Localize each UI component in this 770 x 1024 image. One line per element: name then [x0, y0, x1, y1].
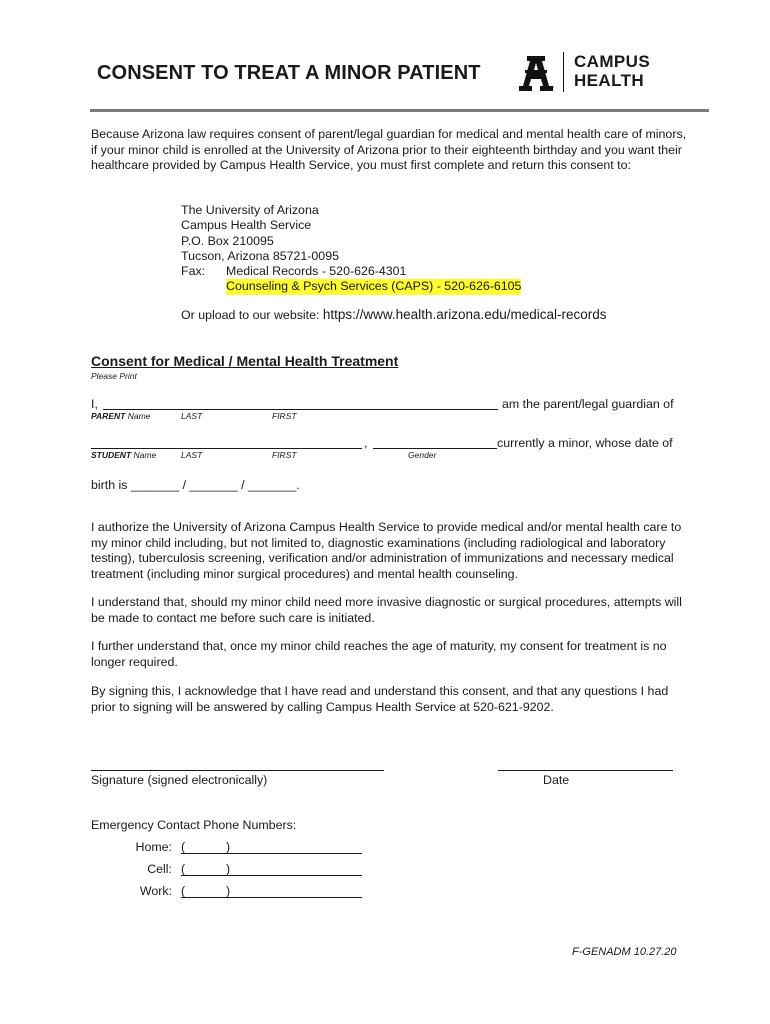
section-subtitle: Please Print	[91, 371, 137, 381]
fax-label: Fax:	[181, 264, 206, 279]
logo-divider	[563, 52, 564, 92]
parent-suffix: am the parent/legal guardian of	[502, 397, 674, 411]
home-phone-field[interactable]	[181, 853, 362, 854]
work-paren-open: (	[181, 884, 186, 898]
upload-text: Or upload to our website:	[181, 308, 323, 322]
page-title: CONSENT TO TREAT A MINOR PATIENT	[97, 62, 481, 84]
campus-health-logo	[574, 52, 650, 90]
authorization-paragraph: I authorize the University of Arizona Campus Health Service to provide medical and/or mental health care to my minor child including, but not limited to, diagnostic examinations (including radiological and laboratory testing), tuberculosis screening, verification and/or administration of immunizations and necessary medical treatment (including minor surgical procedures) and mental health counseling.	[91, 520, 682, 581]
mailing-address	[181, 203, 521, 295]
student-name-field[interactable]	[91, 448, 362, 449]
parent-name-word: Name	[127, 411, 151, 421]
student-role-label: STUDENT	[91, 450, 132, 460]
student-comma: ,	[364, 436, 368, 450]
section-title: Consent for Medical / Mental Health Treatment	[91, 353, 399, 369]
emergency-title: Emergency Contact Phone Numbers:	[91, 818, 297, 832]
date-label: Date	[543, 773, 570, 787]
address-line-3: P.O. Box 210095	[181, 233, 274, 248]
invasive-procedures-paragraph: I understand that, should my minor child need more invasive diagnostic or surgical procedures, attempts will be made to contact me before such care is initiated.	[91, 595, 682, 625]
upload-url-link[interactable]: https://www.health.arizona.edu/medical-records	[322, 307, 607, 322]
parent-name-field[interactable]	[103, 409, 498, 410]
logo-line-2: HEALTH	[574, 71, 645, 90]
maturity-paragraph: I further understand that, once my minor child reaches the age of maturity, my consent for treatment is no longer required.	[91, 639, 667, 669]
student-name-label	[91, 450, 156, 460]
work-phone-field[interactable]	[181, 897, 362, 898]
birth-date-field[interactable]: birth is _______ / _______ / _______.	[91, 478, 300, 492]
parent-first-label: FIRST	[272, 411, 297, 421]
cell-paren-close: )	[226, 862, 231, 876]
cell-phone-field[interactable]	[181, 875, 362, 876]
fax-caps: Counseling & Psych Services (CAPS) - 520-626-6105	[226, 279, 522, 294]
address-line-1: The University of Arizona	[181, 203, 319, 217]
fax-row	[181, 264, 521, 279]
fax-medical-records: Medical Records - 520-626-4301	[226, 264, 407, 279]
cell-label: Cell:	[147, 862, 172, 876]
student-gender-label: Gender	[408, 450, 437, 460]
form-code: F-GENADM 10.27.20	[572, 946, 677, 958]
student-gender-field[interactable]	[373, 448, 497, 449]
logo-line-1: CAMPUS	[574, 52, 651, 71]
acknowledgement-paragraph: By signing this, I acknowledge that I have read and understand this consent, and that any questions I had prior to signing will be answered by calling Campus Health Service at 520-621-9202.	[91, 684, 669, 714]
signature-field[interactable]	[91, 770, 384, 771]
student-suffix: currently a minor, whose date of	[497, 436, 673, 450]
fax-row-caps	[181, 279, 521, 294]
home-label: Home:	[135, 840, 172, 854]
work-label: Work:	[139, 884, 172, 898]
home-paren-open: (	[181, 840, 186, 854]
home-paren-close: )	[226, 840, 231, 854]
parent-prefix: I,	[91, 397, 98, 411]
header-divider	[90, 109, 709, 112]
intro-paragraph: Because Arizona law requires consent of parent/legal guardian for medical and mental health care of minors, if your minor child is enrolled at the University of Arizona prior to their eighteenth birthday and you want their healthcare provided by Campus Health Service, you must first complete and return this consent to:	[91, 127, 687, 172]
address-line-2: Campus Health Service	[181, 218, 312, 233]
upload-line	[181, 307, 607, 322]
student-last-label: LAST	[181, 450, 203, 460]
student-first-label: FIRST	[272, 450, 297, 460]
student-name-word: Name	[133, 450, 157, 460]
address-line-4: Tucson, Arizona 85721-0095	[181, 248, 339, 263]
parent-last-label: LAST	[181, 411, 203, 421]
parent-role-label: PARENT	[91, 411, 126, 421]
cell-paren-open: (	[181, 862, 186, 876]
logo-trademark: ™	[548, 86, 554, 92]
date-field[interactable]	[498, 770, 673, 771]
signature-label: Signature (signed electronically)	[91, 773, 268, 787]
work-paren-close: )	[226, 884, 231, 898]
parent-name-label	[91, 411, 150, 421]
